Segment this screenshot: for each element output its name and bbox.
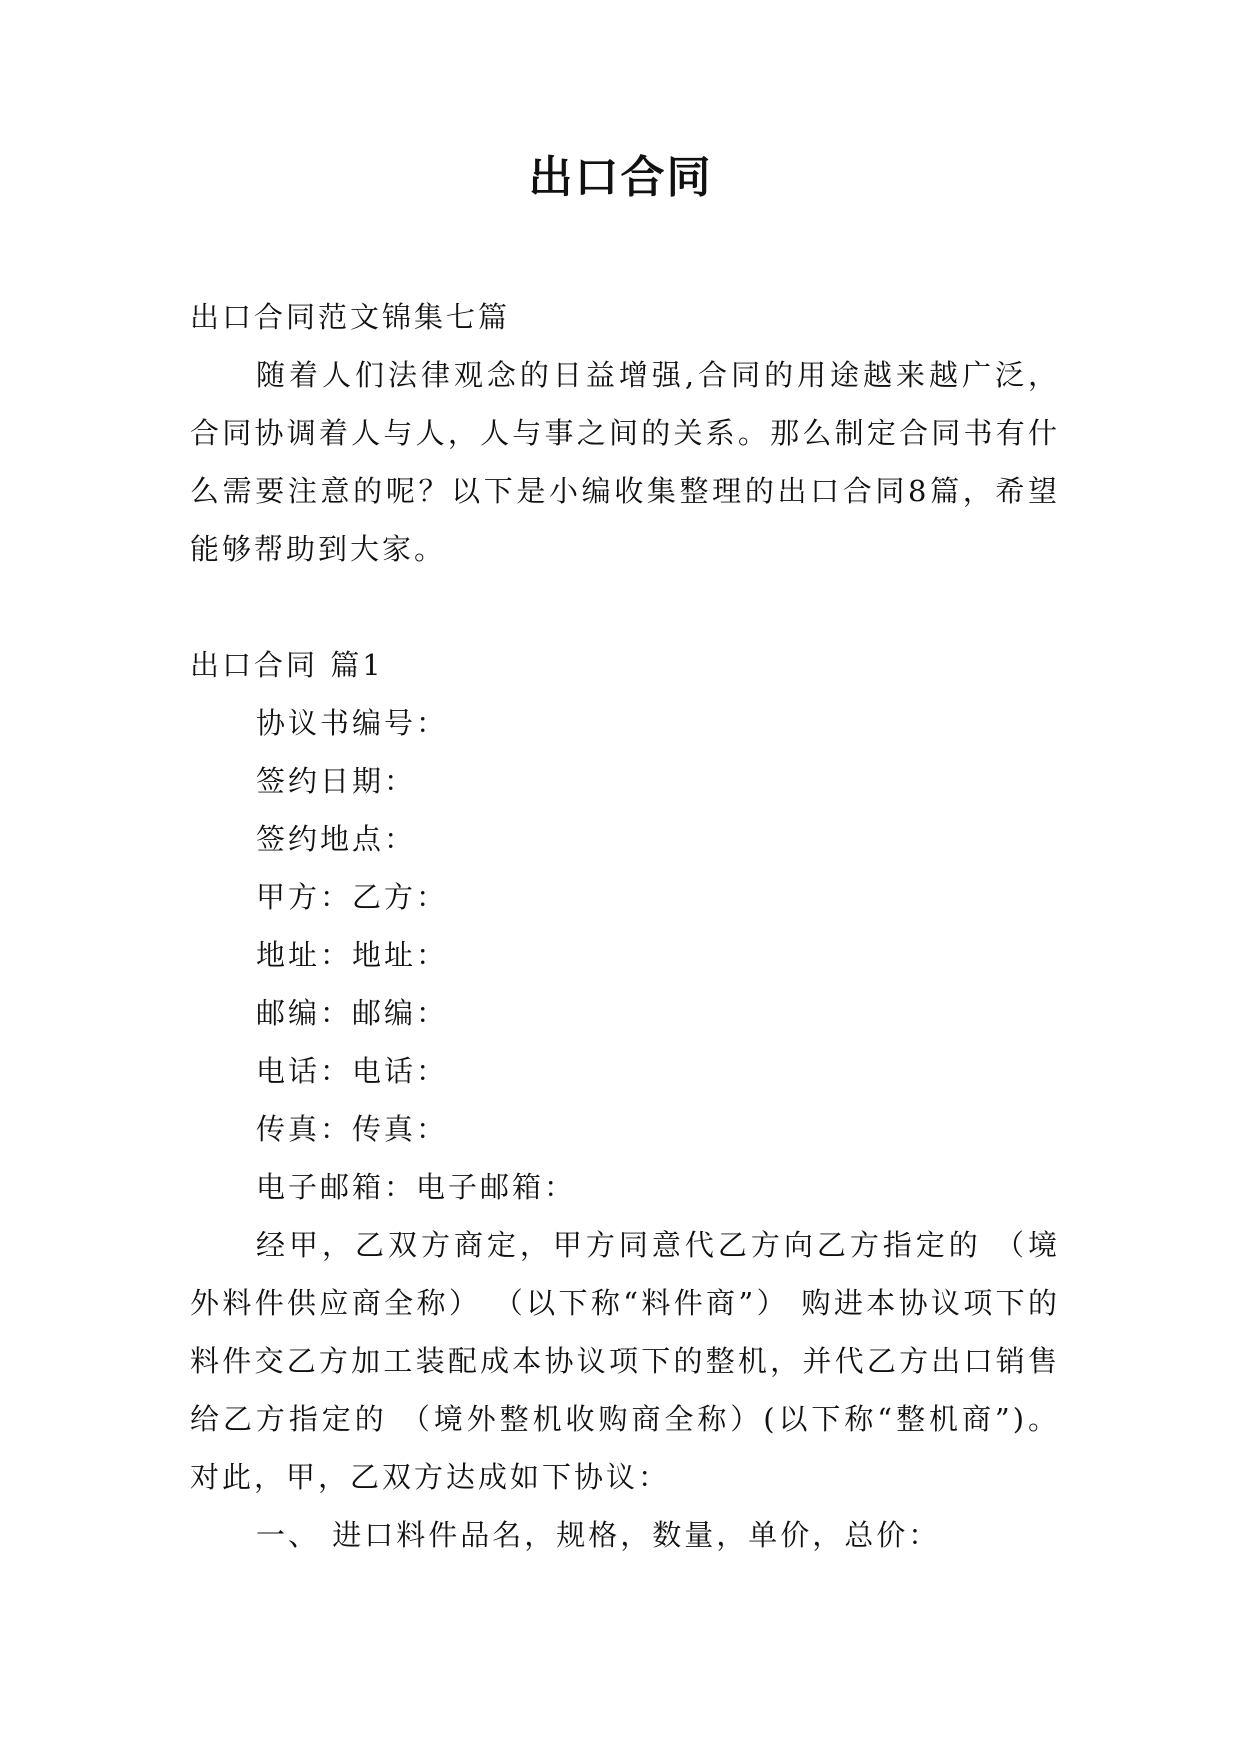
document-body — [190, 288, 1060, 1564]
document-subtitle: 出口合同范文锦集七篇 — [190, 300, 511, 334]
field-postcode: 邮编：邮编： — [256, 996, 449, 1030]
field-signing-date: 签约日期： — [256, 764, 417, 798]
field-address: 地址：地址： — [256, 938, 449, 972]
field-signing-place: 签约地点： — [256, 822, 417, 856]
intro-paragraph: 随着人们法律观念的日益增强,合同的用途越来越广泛，合同协调着人与人，人与事之间的关系。那么制定合同书有什么需要注意的呢？以下是小编收集整理的出口合同8篇，希望能够帮助到大家。 — [190, 358, 1060, 566]
section-heading: 出口合同 篇1 — [190, 648, 384, 682]
field-email: 电子邮箱：电子邮箱： — [256, 1170, 577, 1204]
agreement-paragraph: 经甲，乙双方商定，甲方同意代乙方向乙方指定的 （境外料件供应商全称） （以下称“料件商”） 购进本协议项下的料件交乙方加工装配成本协议项下的整机，并代乙方出口销售给乙方指定的 （境外整机收购商全称）(以下称“整机商”)。对此，甲，乙双方达成如下协议： — [190, 1228, 1060, 1494]
field-fax: 传真：传真： — [256, 1112, 449, 1146]
field-phone: 电话：电话： — [256, 1054, 449, 1088]
field-parties: 甲方：乙方： — [256, 880, 449, 914]
document-title: 出口合同 — [528, 152, 713, 203]
field-agreement-number: 协议书编号： — [256, 706, 449, 740]
paragraph-gap — [190, 578, 1060, 636]
clause-1: 一、 进口料件品名，规格，数量，单价，总价： — [256, 1518, 941, 1552]
